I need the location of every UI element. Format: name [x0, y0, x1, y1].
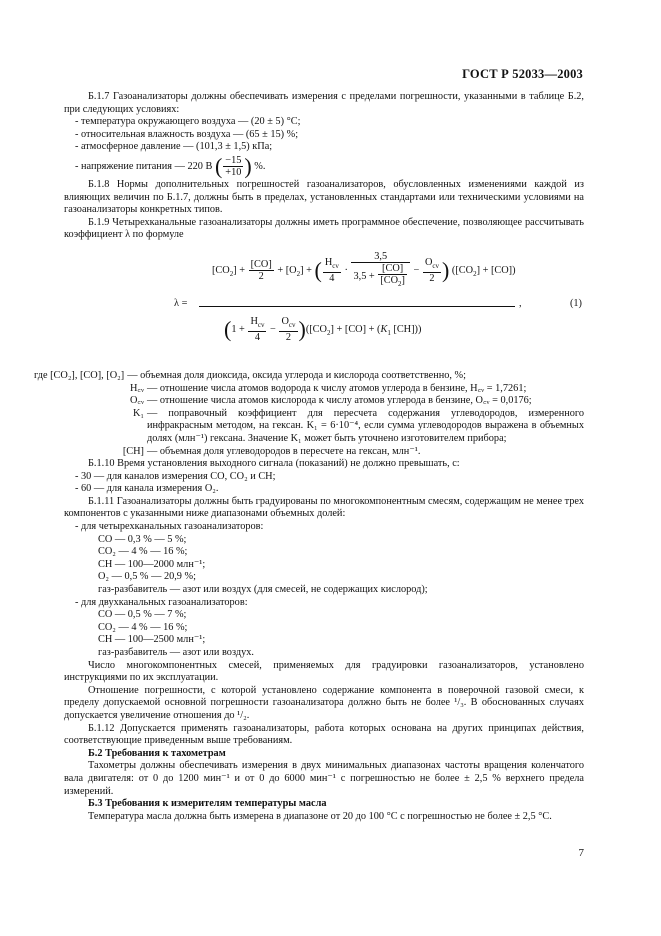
section-b2-text: Тахометры должны обеспечивать измерения в двух минимальных диапазонах частоты вращения коленчатого вала двигателя: от 0 до 1200 мин⁻¹ и от 0 до 6000 мин⁻¹ с погрешностью не более ± 2,5 % верхнего предела измерений.: [64, 760, 584, 797]
voltage-tolerance-fraction: [223, 155, 243, 178]
formula-denominator: (1 + $\frac{H_{cv}}{4}$ − $\frac{O_{cv}}{2}$ )($[CO_2] + [CO] + (K_1$ [CH])): [224, 315, 422, 343]
section-b3-text: Температура масла должна быть измерена в диапазоне от 20 до 100 °С с погрешностью не более ± 2,5 °С.: [88, 810, 552, 822]
clause-b111-intro: Б.1.11 Газоанализаторы должны быть градуированы по многокомпонентным смесям, содержащим не менее трех компонентов с указанными ниже диапазонами объемных долей:: [64, 495, 584, 520]
range-item: газ-разбавитель — азот или воздух.: [98, 647, 254, 658]
two-channel-heading: - для двухканальных газоанализаторов:: [75, 596, 248, 608]
voltage-prefix: - напряжение питания — 220 В: [75, 160, 213, 172]
range-item: CO — 0,5 % — 7 %;: [98, 609, 187, 621]
definition-row: [116, 446, 584, 459]
voltage-suffix: %.: [254, 160, 266, 172]
list-item: - 60 — для канала измерения O₂.: [75, 483, 219, 495]
definition-key: H꜀ᵥ: [129, 382, 144, 394]
definition-row: [124, 395, 584, 408]
definition-key: O꜀ᵥ: [129, 395, 144, 407]
definition-key: где [CO₂], [CO], [O₂]: [34, 369, 125, 381]
formula-numerator: $[CO_2]$ + $\frac{[CO]}{2}$ + $[O_2]$ + ( $\frac{H_{cv}}{4}$ · 3,5 3,5 + $\frac{[CO]}{[CO_2]}$ − $\frac{O_{cv}}{2}$ ) $([CO_2] + [CO])$: [212, 250, 516, 288]
clause-b111-para2: Отношение погрешности, с которой установлено содержание компонента в поверочной газовой смеси, к пределу допускаемой основной погрешности газоанализатора должно быть не более ¹/₃. В обоснованных случаях допускается увеличение отношения до ¹/₂.: [64, 684, 584, 721]
document-body: [34, 91, 584, 823]
definition-text: — отношение числа атомов водорода к числу атомов углерода в бензине, H꜀ᵥ = 1,7261;: [147, 382, 527, 394]
section-b3-heading: Б.3 Требования к измерителям температуры масла: [88, 798, 327, 810]
condition-item: - относительная влажность воздуха — (65 ± 15) %;: [75, 128, 299, 140]
range-item: CH — 100—2000 млн⁻¹;: [98, 558, 206, 570]
definition-text: — объемная доля диоксида, оксида углерода и кислорода соответственно, %;: [127, 369, 466, 381]
voltage-num: −15: [225, 154, 242, 166]
clause-b19: Б.1.9 Четырехканальные газоанализаторы должны иметь программное обеспечение, позволяющее рассчитывать коэффициент λ по формуле: [64, 216, 584, 241]
clause-b111-para1: Число многокомпонентных смесей, применяемых для градуировки газоанализаторов, установлено инструкциями по их эксплуатации.: [64, 659, 584, 684]
range-item: CO₂ — 4 % — 16 %;: [98, 546, 188, 558]
list-item: - 30 — для каналов измерения CO, CO₂ и CH;: [75, 470, 276, 482]
clause-b110-intro: Б.1.10 Время установления выходного сигнала (показаний) не должно превышать, с:: [88, 458, 460, 470]
definitions-list: [34, 370, 584, 458]
clause-b112: Б.1.12 Допускается применять газоанализаторы, работа которых основана на других принципах действия, соответствующие приведенным выше требованиям.: [64, 722, 584, 747]
formula-fraction-line: [199, 306, 515, 307]
clause-b18: Б.1.8 Нормы дополнительных погрешностей газоанализаторов, обусловленных изменениями каждой из влияющих величин по Б.1.7, должны быть в пределах, установленных стандартами или техническими условиями на газоанализаторы конкретных типов.: [64, 178, 584, 216]
page-number: 7: [578, 847, 584, 859]
definition-text: — отношение числа атомов кислорода к числу атомов углерода в бензине, O꜀ᵥ = 0,0176;: [147, 395, 532, 407]
doc-code-header: ГОСТ Р 52033—2003: [462, 67, 583, 81]
section-b2-heading: Б.2 Требования к тахометрам: [88, 747, 226, 759]
range-item: CO₂ — 4 % — 16 %;: [98, 621, 188, 633]
four-channel-heading: - для четырехканальных газоанализаторов:: [75, 521, 264, 533]
definition-row: [124, 408, 584, 446]
definition-text: — объемная доля углеводородов в пересчете на гексан, млн⁻¹.: [147, 445, 421, 457]
definition-row: [34, 370, 584, 383]
clause-b17-intro: Б.1.7 Газоанализаторы должны обеспечивать измерения с пределами погрешности, указанными в таблице Б.2, при следующих условиях:: [64, 91, 584, 115]
range-item: CH — 100—2500 млн⁻¹;: [98, 634, 206, 646]
condition-voltage: - напряжение питания — 220 В ( $\frac{-15}{+10}$ ) %.: [75, 153, 266, 179]
formula-comma: ,: [519, 297, 522, 309]
range-item: CO — 0,3 % — 5 %;: [98, 533, 187, 545]
equation-number: (1): [569, 297, 582, 309]
definition-key: K₁: [132, 407, 144, 419]
condition-item: - атмосферное давление — (101,3 ± 1,5) кПа;: [75, 141, 273, 153]
definition-row: [124, 383, 584, 396]
range-item: O₂ — 0,5 % — 20,9 %;: [98, 571, 196, 583]
condition-item: - температура окружающего воздуха — (20 ± 5) °С;: [75, 116, 301, 128]
voltage-den: +10: [225, 166, 242, 178]
range-item: газ-разбавитель — азот или воздух (для смесей, не содержащих кислород);: [98, 584, 428, 596]
lambda-symbol: λ =: [174, 297, 188, 309]
definition-key: [CH]: [122, 445, 144, 457]
definition-text: — поправочный коэффициент для пересчета содержания углеводородов, измеренного инфракрасным методом, на гексан. K₁ = 6·10⁻⁴, если сумма углеводородов выражена в объемных долях (млн⁻¹) гексана. Значение K₁ может быть уточнено изготовителем прибора;: [147, 407, 584, 444]
lambda-formula: [64, 246, 584, 364]
